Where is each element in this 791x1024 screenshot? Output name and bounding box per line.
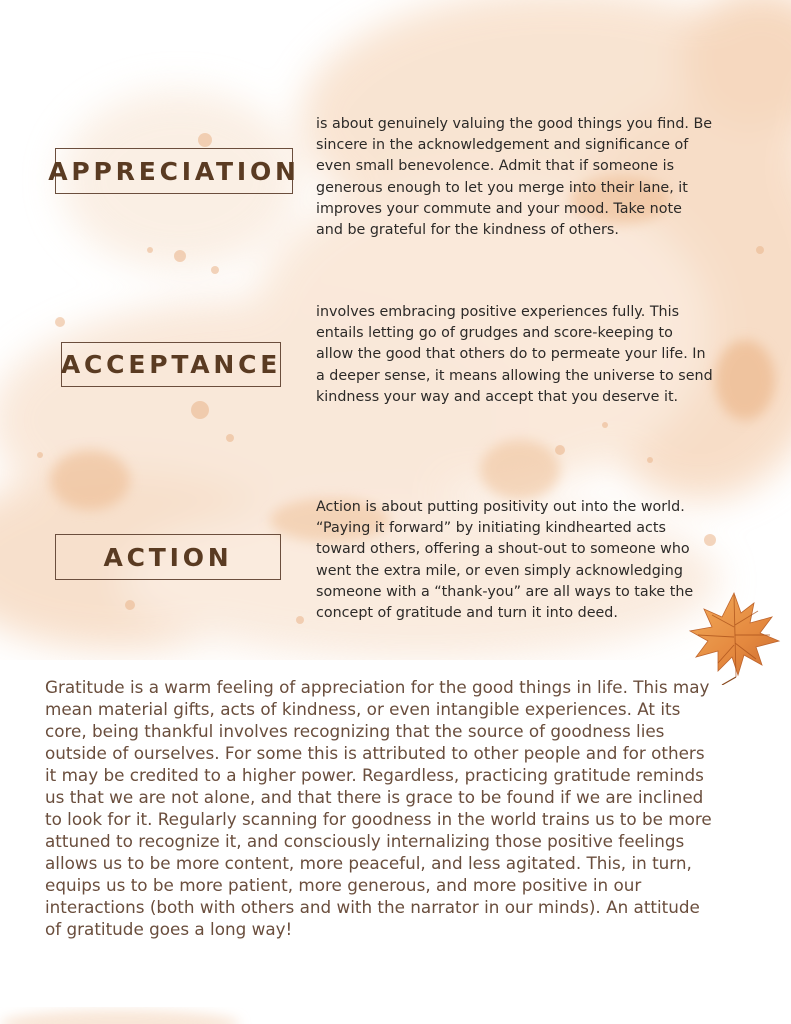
action-label-text: ACTION (103, 542, 233, 572)
action-description: Action is about putting positivity out into the world. “Paying it forward” by initiating kindhearted acts toward others, offering a shout-out to someone who went the extra mile, or even simply acknowledging someone with a “thank-you” are all ways to take the concept of gratitude and turn it into deed. (316, 499, 694, 622)
acceptance-label-text: ACCEPTANCE (60, 350, 282, 379)
appreciation-description: is about genuinely valuing the good things you find. Be sincere in the acknowledgement and significance of even small benevolence. Admit that if someone is generous enough to let you merge into their lane, it improves your commute and your mood. Take note and be grateful for the kindness of others. (316, 116, 713, 239)
maple-leaf-icon (683, 585, 785, 685)
acceptance-label (61, 342, 281, 387)
action-label (55, 534, 281, 580)
appreciation-label (48, 148, 300, 194)
acceptance-description: involves embracing positive experiences fully. This entails letting go of grudges and score-keeping to allow the good that others do to permeate your life. In a deeper sense, it means allowing the universe to send kindness your way and accept that you deserve it. (316, 304, 713, 405)
watercolor-background-bottom (0, 990, 791, 1024)
appreciation-label-text: APPRECIATION (48, 156, 300, 186)
gratitude-summary: Gratitude is a warm feeling of appreciation for the good things in life. This may mean material gifts, acts of kindness, or even intangible experiences. At its core, being thankful involves recognizing that the source of goodness lies outside of ourselves. For some this is attributed to other people and for others it may be credited to a higher power. Regardless, practicing gratitude reminds us that we are not alone, and that there is grace to be found if we are inclined to look for it. Regularly scanning for goodness in the world trains us to be more attuned to recognize it, and consciously internalizing those positive feelings allows us to be more content, more peaceful, and less agitated. This, in turn, equips us to be more patient, more generous, and more positive in our interactions (both with others and with the narrator in our minds). An attitude of gratitude goes a long way! (45, 677, 712, 939)
